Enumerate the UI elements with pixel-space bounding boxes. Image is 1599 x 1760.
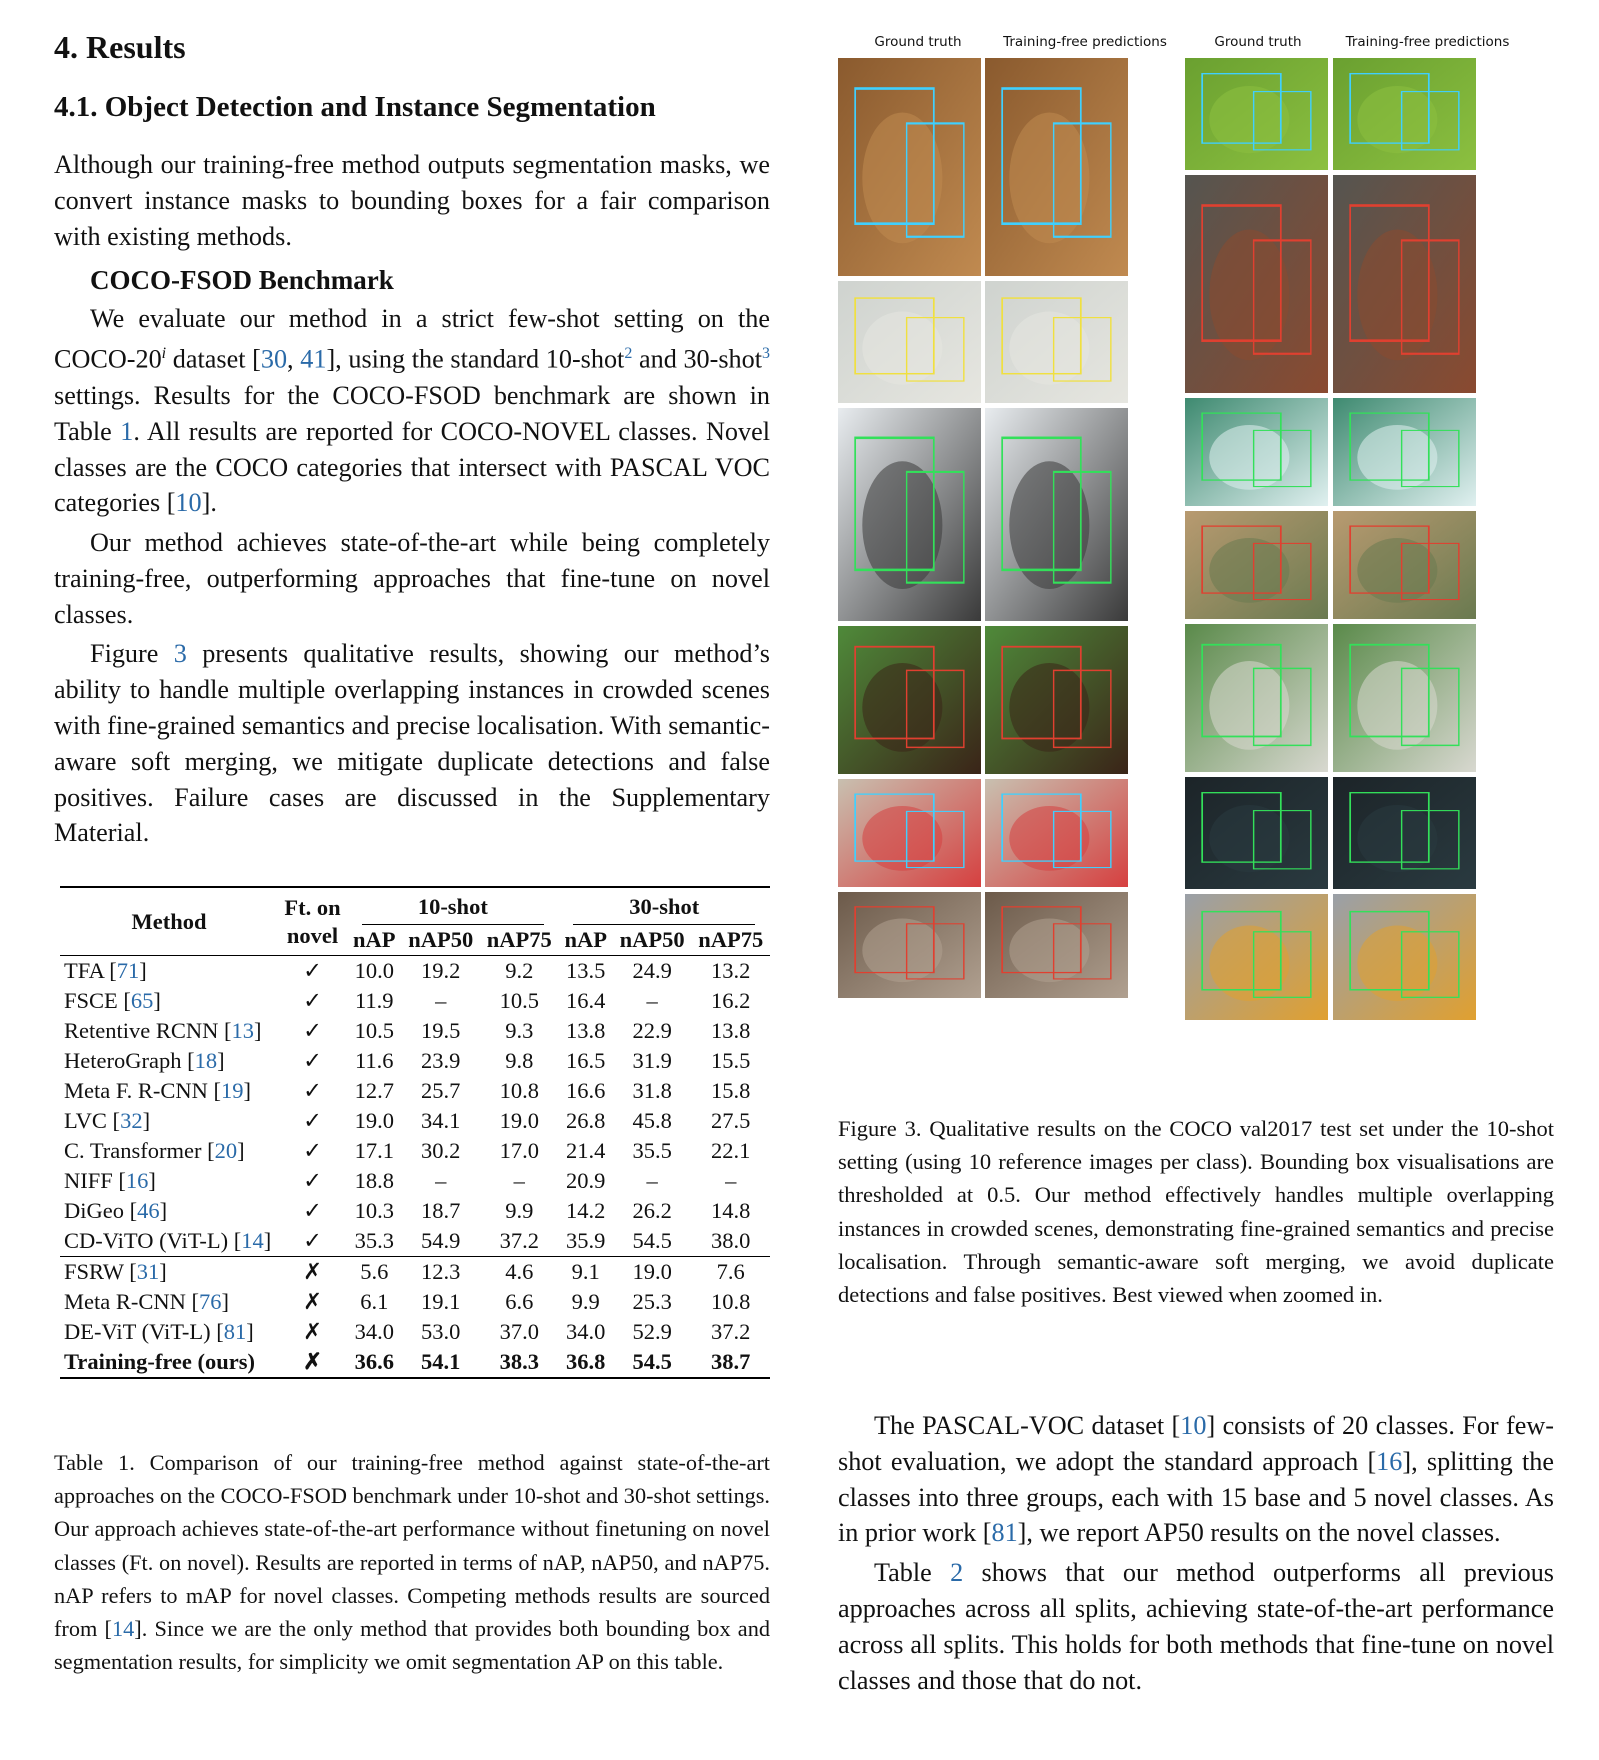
figure-image-baseball [1185, 624, 1328, 772]
figure-image-elephants [1333, 511, 1476, 619]
metric-cell: 21.4 [566, 1138, 606, 1163]
table-ref-link[interactable]: 2 [950, 1558, 964, 1588]
metric-cell: 35.9 [566, 1228, 606, 1253]
header-10-shot: 10-shot [347, 887, 558, 925]
method-name: Meta R-CNN [76] [64, 1289, 229, 1314]
figure-image-surfer [1185, 398, 1328, 506]
metric-cell: 7.6 [716, 1259, 745, 1284]
citation-link[interactable]: 16 [125, 1168, 149, 1193]
finetune-mark: ✓ [303, 1198, 322, 1223]
table-row [60, 986, 770, 1016]
header-30-shot: 30-shot [559, 887, 770, 925]
table-row [60, 1166, 770, 1196]
figure-ref-link[interactable]: 3 [173, 639, 187, 669]
metric-cell: 37.2 [499, 1228, 539, 1253]
finetune-mark: ✓ [303, 1168, 322, 1193]
metric-cell: 53.0 [421, 1319, 461, 1344]
finetune-mark: ✓ [303, 958, 322, 983]
column-title: Training-free predictions [1003, 34, 1167, 50]
figure-image-teddy-bears [985, 58, 1128, 276]
metric-cell: 19.5 [421, 1018, 461, 1043]
finetune-mark: ✗ [303, 1259, 322, 1284]
metric-cell: 22.9 [632, 1018, 672, 1043]
metric-cell: 11.6 [355, 1048, 394, 1073]
table-row [60, 1287, 770, 1317]
table-row-ours [60, 1347, 770, 1378]
metric-cell: 27.5 [711, 1108, 751, 1133]
method-name: HeteroGraph [18] [64, 1048, 225, 1073]
metric-cell: 19.0 [354, 1108, 394, 1133]
metric-cell: 9.9 [571, 1289, 600, 1314]
column-title: Ground truth [874, 34, 962, 50]
metric-cell: 38.0 [711, 1228, 751, 1253]
metric-cell: 52.9 [632, 1319, 672, 1344]
right-column [838, 1408, 1554, 1698]
table-row [60, 1226, 770, 1257]
metric-cell: 6.1 [360, 1289, 389, 1314]
header-method: Method [131, 908, 207, 934]
method-name: NIFF [16] [64, 1168, 156, 1193]
figure-image-cat-shoe [985, 892, 1128, 998]
citation-link[interactable]: 16 [1376, 1446, 1403, 1476]
metric-cell: 9.2 [505, 958, 534, 983]
metric-cell: 19.0 [499, 1108, 539, 1133]
citation-link[interactable]: 14 [111, 1616, 135, 1642]
finetune-mark: ✗ [303, 1349, 322, 1374]
table-row [60, 1317, 770, 1347]
figure-image-computer-desk [838, 281, 981, 403]
table-row [60, 1076, 770, 1106]
metric-cell: 19.1 [421, 1289, 461, 1314]
benchmark-heading: COCO-FSOD Benchmark [90, 264, 394, 295]
method-name: Training-free (ours) [64, 1349, 256, 1374]
citation-link[interactable]: 10 [1180, 1411, 1207, 1440]
footnote-link[interactable]: 3 [762, 345, 771, 363]
paragraph-pascal: The PASCAL-VOC dataset [10] consists of 20 classes. For few-shot evaluation, we adopt the standard approach [16], splitting the classes into three groups, each with 15 base and 5 novel classes. As in prior work [81], we report AP50 results on the novel classes. [838, 1411, 1554, 1548]
metric-cell: 15.8 [711, 1078, 751, 1103]
metric-cell: 24.9 [632, 958, 672, 983]
citation-link[interactable]: 32 [120, 1108, 143, 1133]
metric-cell: 37.2 [711, 1319, 751, 1344]
metric-cell: 10.5 [354, 1018, 394, 1043]
figure-image-baseball [1333, 624, 1476, 772]
finetune-mark: ✓ [303, 1138, 322, 1163]
paragraph-evaluation: We evaluate our method in a strict few-shot setting on the COCO-20$^i$ dataset [30, 41], using the standard 10-shot$^2$ and 30-shot$^3$ settings. Results for the COCO-FSOD benchmark are shown in Table 1. All results are reported for COCO-NOVEL classes. Novel classes are the COCO categories that intersect with PASCAL VOC categories [10]. [54, 303, 771, 518]
column-title: Ground truth [1214, 34, 1302, 50]
section-title: 4. Results [54, 29, 186, 65]
metric-cell: 35.5 [632, 1138, 672, 1163]
metric-cell: 19.0 [632, 1259, 672, 1284]
finetune-mark: ✓ [303, 1078, 322, 1103]
metric-cell: 16.2 [711, 988, 751, 1013]
figure-image-dog-frisbee [838, 626, 981, 774]
metric-cell: 37.0 [499, 1319, 539, 1344]
metric-cell: 9.3 [505, 1018, 534, 1043]
metric-cell: 14.8 [711, 1198, 751, 1223]
metric-cell: 38.7 [711, 1349, 751, 1374]
metric-cell: 13.8 [566, 1018, 606, 1043]
metric-cell: – [646, 1168, 658, 1193]
finetune-mark: ✗ [303, 1319, 322, 1344]
metric-cell: 36.8 [566, 1349, 606, 1374]
metric-cell: 38.3 [499, 1349, 539, 1374]
metric-cell: 16.4 [566, 988, 606, 1013]
method-name: DE-ViT (ViT-L) [81] [64, 1319, 254, 1344]
figure-image-dog-frisbee [985, 626, 1128, 774]
metric-cell: 25.3 [632, 1289, 672, 1314]
table-row [60, 1136, 770, 1166]
citation-link[interactable]: 71 [116, 958, 140, 983]
finetune-mark: ✓ [303, 988, 322, 1013]
method-name: FSCE [65] [64, 988, 161, 1013]
method-name: Meta F. R-CNN [19] [64, 1078, 251, 1103]
citation-link[interactable]: 76 [198, 1289, 222, 1314]
metric-cell: 5.6 [360, 1259, 389, 1284]
metric-cell: 26.2 [632, 1198, 672, 1223]
metric-cell: 10.8 [499, 1078, 539, 1103]
metric-cell: 36.6 [354, 1349, 394, 1374]
figure-image-bus [838, 779, 981, 887]
table-row [60, 956, 770, 987]
results-table [60, 886, 770, 1379]
metric-cell: 34.0 [354, 1319, 394, 1344]
metric-cell: 10.0 [354, 958, 394, 983]
metric-cell: 23.9 [421, 1048, 461, 1073]
metric-cell: 26.8 [566, 1108, 606, 1133]
left-column [54, 26, 770, 851]
method-name: FSRW [31] [64, 1259, 167, 1284]
metric-cell: 54.1 [421, 1349, 461, 1374]
citation-link[interactable]: 31 [136, 1259, 160, 1284]
finetune-mark: ✓ [303, 1108, 322, 1133]
metric-cell: 54.5 [632, 1349, 672, 1374]
table-ref-link[interactable]: 1 [120, 416, 134, 446]
intro-paragraph: Although our training-free method outputs segmentation masks, we convert instance masks to bounding boxes for a fair comparison with existing methods. [54, 150, 770, 251]
header-nap50: nAP50 [619, 927, 685, 952]
metric-cell: 11.9 [355, 988, 394, 1013]
metric-cell: 20.9 [566, 1168, 606, 1193]
figure-image-computer-desk [985, 281, 1128, 403]
metric-cell: 34.0 [566, 1319, 606, 1344]
metric-cell: 31.8 [632, 1078, 672, 1103]
citation-link[interactable]: 81 [223, 1319, 247, 1344]
column-title: Training-free predictions [1345, 34, 1510, 50]
method-name: CD-ViTO (ViT-L) [14] [64, 1228, 272, 1253]
figure-image-cat-shoe [838, 892, 981, 998]
citation-link[interactable]: 46 [137, 1198, 160, 1223]
metric-cell: 13.8 [711, 1018, 751, 1043]
citation-link[interactable]: 20 [214, 1138, 238, 1163]
metric-cell: – [646, 988, 658, 1013]
method-name: LVC [32] [64, 1108, 151, 1133]
header-nap75: nAP75 [698, 927, 764, 952]
figure-image-bridge-planes [985, 408, 1128, 621]
metric-cell: 9.9 [505, 1198, 534, 1223]
table-row [60, 1257, 770, 1288]
figure-image-bridge-planes [838, 408, 981, 621]
metric-cell: 19.2 [421, 958, 461, 983]
figure-image-apples [1185, 58, 1328, 170]
table-row [60, 1106, 770, 1136]
figure-image-bus [985, 779, 1128, 887]
figure-image-elephants [1185, 511, 1328, 619]
superscript-i: i [161, 345, 167, 363]
table-caption: Table 1. Comparison of our training-free method against state-of-the-art approaches on the COCO-FSOD benchmark under 10-shot and 30-shot settings. Our approach achieves state-of-the-art performance without finetuning on novel classes (Ft. on novel). Results are reported in terms of nAP, nAP50, and nAP75. nAP refers to mAP for novel classes. Competing methods results are sourced from [14]. Since we are the only method that provides both bounding box and segmentation results, for simplicity we omit segmentation AP on this table. [54, 1450, 771, 1675]
citation-link[interactable]: 81 [991, 1518, 1018, 1548]
metric-cell: 13.5 [566, 958, 606, 983]
metric-cell: 16.5 [566, 1048, 606, 1073]
metric-cell: 16.6 [566, 1078, 606, 1103]
metric-cell: – [435, 988, 447, 1013]
metric-cell: 34.1 [421, 1108, 461, 1133]
metric-cell: 12.7 [354, 1078, 394, 1103]
figure-image-street-bus [1333, 894, 1476, 1020]
header-nap: nAP [564, 927, 607, 952]
metric-cell: 12.3 [421, 1259, 461, 1284]
figure-image-surfer [1333, 398, 1476, 506]
finetune-mark: ✗ [303, 1289, 322, 1314]
method-name: TFA [71] [64, 958, 147, 983]
finetune-mark: ✓ [303, 1048, 322, 1073]
finetune-mark: ✓ [303, 1018, 322, 1043]
metric-cell: 45.8 [632, 1108, 672, 1133]
metric-cell: 4.6 [505, 1259, 534, 1284]
table-row [60, 1016, 770, 1046]
header-nap: nAP [353, 927, 396, 952]
metric-cell: – [435, 1168, 447, 1193]
paragraph-figure: Figure 3 presents qualitative results, showing our method’s ability to handle multiple overlapping instances in crowded scenes with fine-grained semantics and precise localisation. With semantic-aware soft merging, we mitigate duplicate detections and false positives. Failure cases are discussed in the Supplementary Material. [54, 639, 770, 848]
figure-image-street-bus [1185, 894, 1328, 1020]
metric-cell: 54.5 [632, 1228, 672, 1253]
citation-link[interactable]: 18 [194, 1048, 218, 1073]
metric-cell: 31.9 [632, 1048, 672, 1073]
metric-cell: 35.3 [354, 1228, 394, 1253]
citation-link[interactable]: 30 [260, 345, 288, 375]
metric-cell: 17.0 [499, 1138, 539, 1163]
header-nap75: nAP75 [486, 927, 552, 952]
citation-link[interactable]: 65 [130, 988, 154, 1013]
method-name: DiGeo [46] [64, 1198, 168, 1223]
metric-cell: 10.5 [499, 988, 539, 1013]
metric-cell: – [725, 1168, 737, 1193]
metric-cell: 14.2 [566, 1198, 606, 1223]
metric-cell: 9.8 [505, 1048, 534, 1073]
subsection-title: 4.1. Object Detection and Instance Segmentation [54, 91, 656, 124]
footnote-link[interactable]: 2 [624, 345, 633, 363]
figure-image-giraffes [1333, 175, 1476, 393]
metric-cell: 18.7 [421, 1198, 461, 1223]
method-name: C. Transformer [20] [64, 1138, 245, 1163]
metric-cell: 25.7 [421, 1078, 461, 1103]
citation-link[interactable]: 41 [300, 345, 327, 375]
table-row [60, 1196, 770, 1226]
paragraph-sota: Our method achieves state-of-the-art while being completely training-free, outperforming approaches that fine-tune on novel classes. [54, 528, 770, 629]
metric-cell: 17.1 [354, 1138, 394, 1163]
metric-cell: 22.1 [711, 1138, 751, 1163]
citation-link[interactable]: 13 [231, 1018, 254, 1043]
metric-cell: 54.9 [421, 1228, 461, 1253]
paragraph-table2: Table 2 shows that our method outperforms all previous approaches across all splits, achieving state-of-the-art performance across all splits. This holds for both methods that fine-tune on novel classes and those that do not. [838, 1558, 1554, 1695]
method-name: Retentive RCNN [13] [64, 1018, 262, 1043]
metric-cell: 15.5 [711, 1048, 751, 1073]
metric-cell: – [513, 1168, 525, 1193]
citation-link[interactable]: 14 [241, 1228, 264, 1253]
figure-image-car-interior [1333, 777, 1476, 889]
qualitative-figure [838, 34, 1528, 1084]
figure-image-apples [1333, 58, 1476, 170]
citation-link[interactable]: 10 [175, 488, 202, 518]
metric-cell: 6.6 [505, 1289, 534, 1314]
metric-cell: 18.8 [354, 1168, 394, 1193]
figure-caption: Figure 3. Qualitative results on the COCO val2017 test set under the 10-shot setting (using 10 reference images per class). Bounding box visualisations are thresholded at 0.5. Our method effectively handles multiple overlapping instances in crowded scenes, demonstrating fine-grained semantics and precise localisation. Through semantic-aware soft merging, we avoid duplicate detections and false positives. Best viewed when zoomed in. [838, 1116, 1554, 1308]
citation-link[interactable]: 19 [220, 1078, 244, 1103]
metric-cell: 9.1 [571, 1259, 600, 1284]
metric-cell: 30.2 [421, 1138, 461, 1163]
metric-cell: 13.2 [711, 958, 751, 983]
figure-image-car-interior [1185, 777, 1328, 889]
metric-cell: 10.3 [354, 1198, 394, 1223]
metric-cell: 10.8 [711, 1289, 751, 1314]
header-nap50: nAP50 [408, 927, 474, 952]
figure-image-giraffes [1185, 175, 1328, 393]
figure-image-teddy-bears [838, 58, 981, 276]
finetune-mark: ✓ [303, 1228, 322, 1253]
header-ft-novel: Ft. on novel [284, 894, 341, 948]
table-row [60, 1046, 770, 1076]
